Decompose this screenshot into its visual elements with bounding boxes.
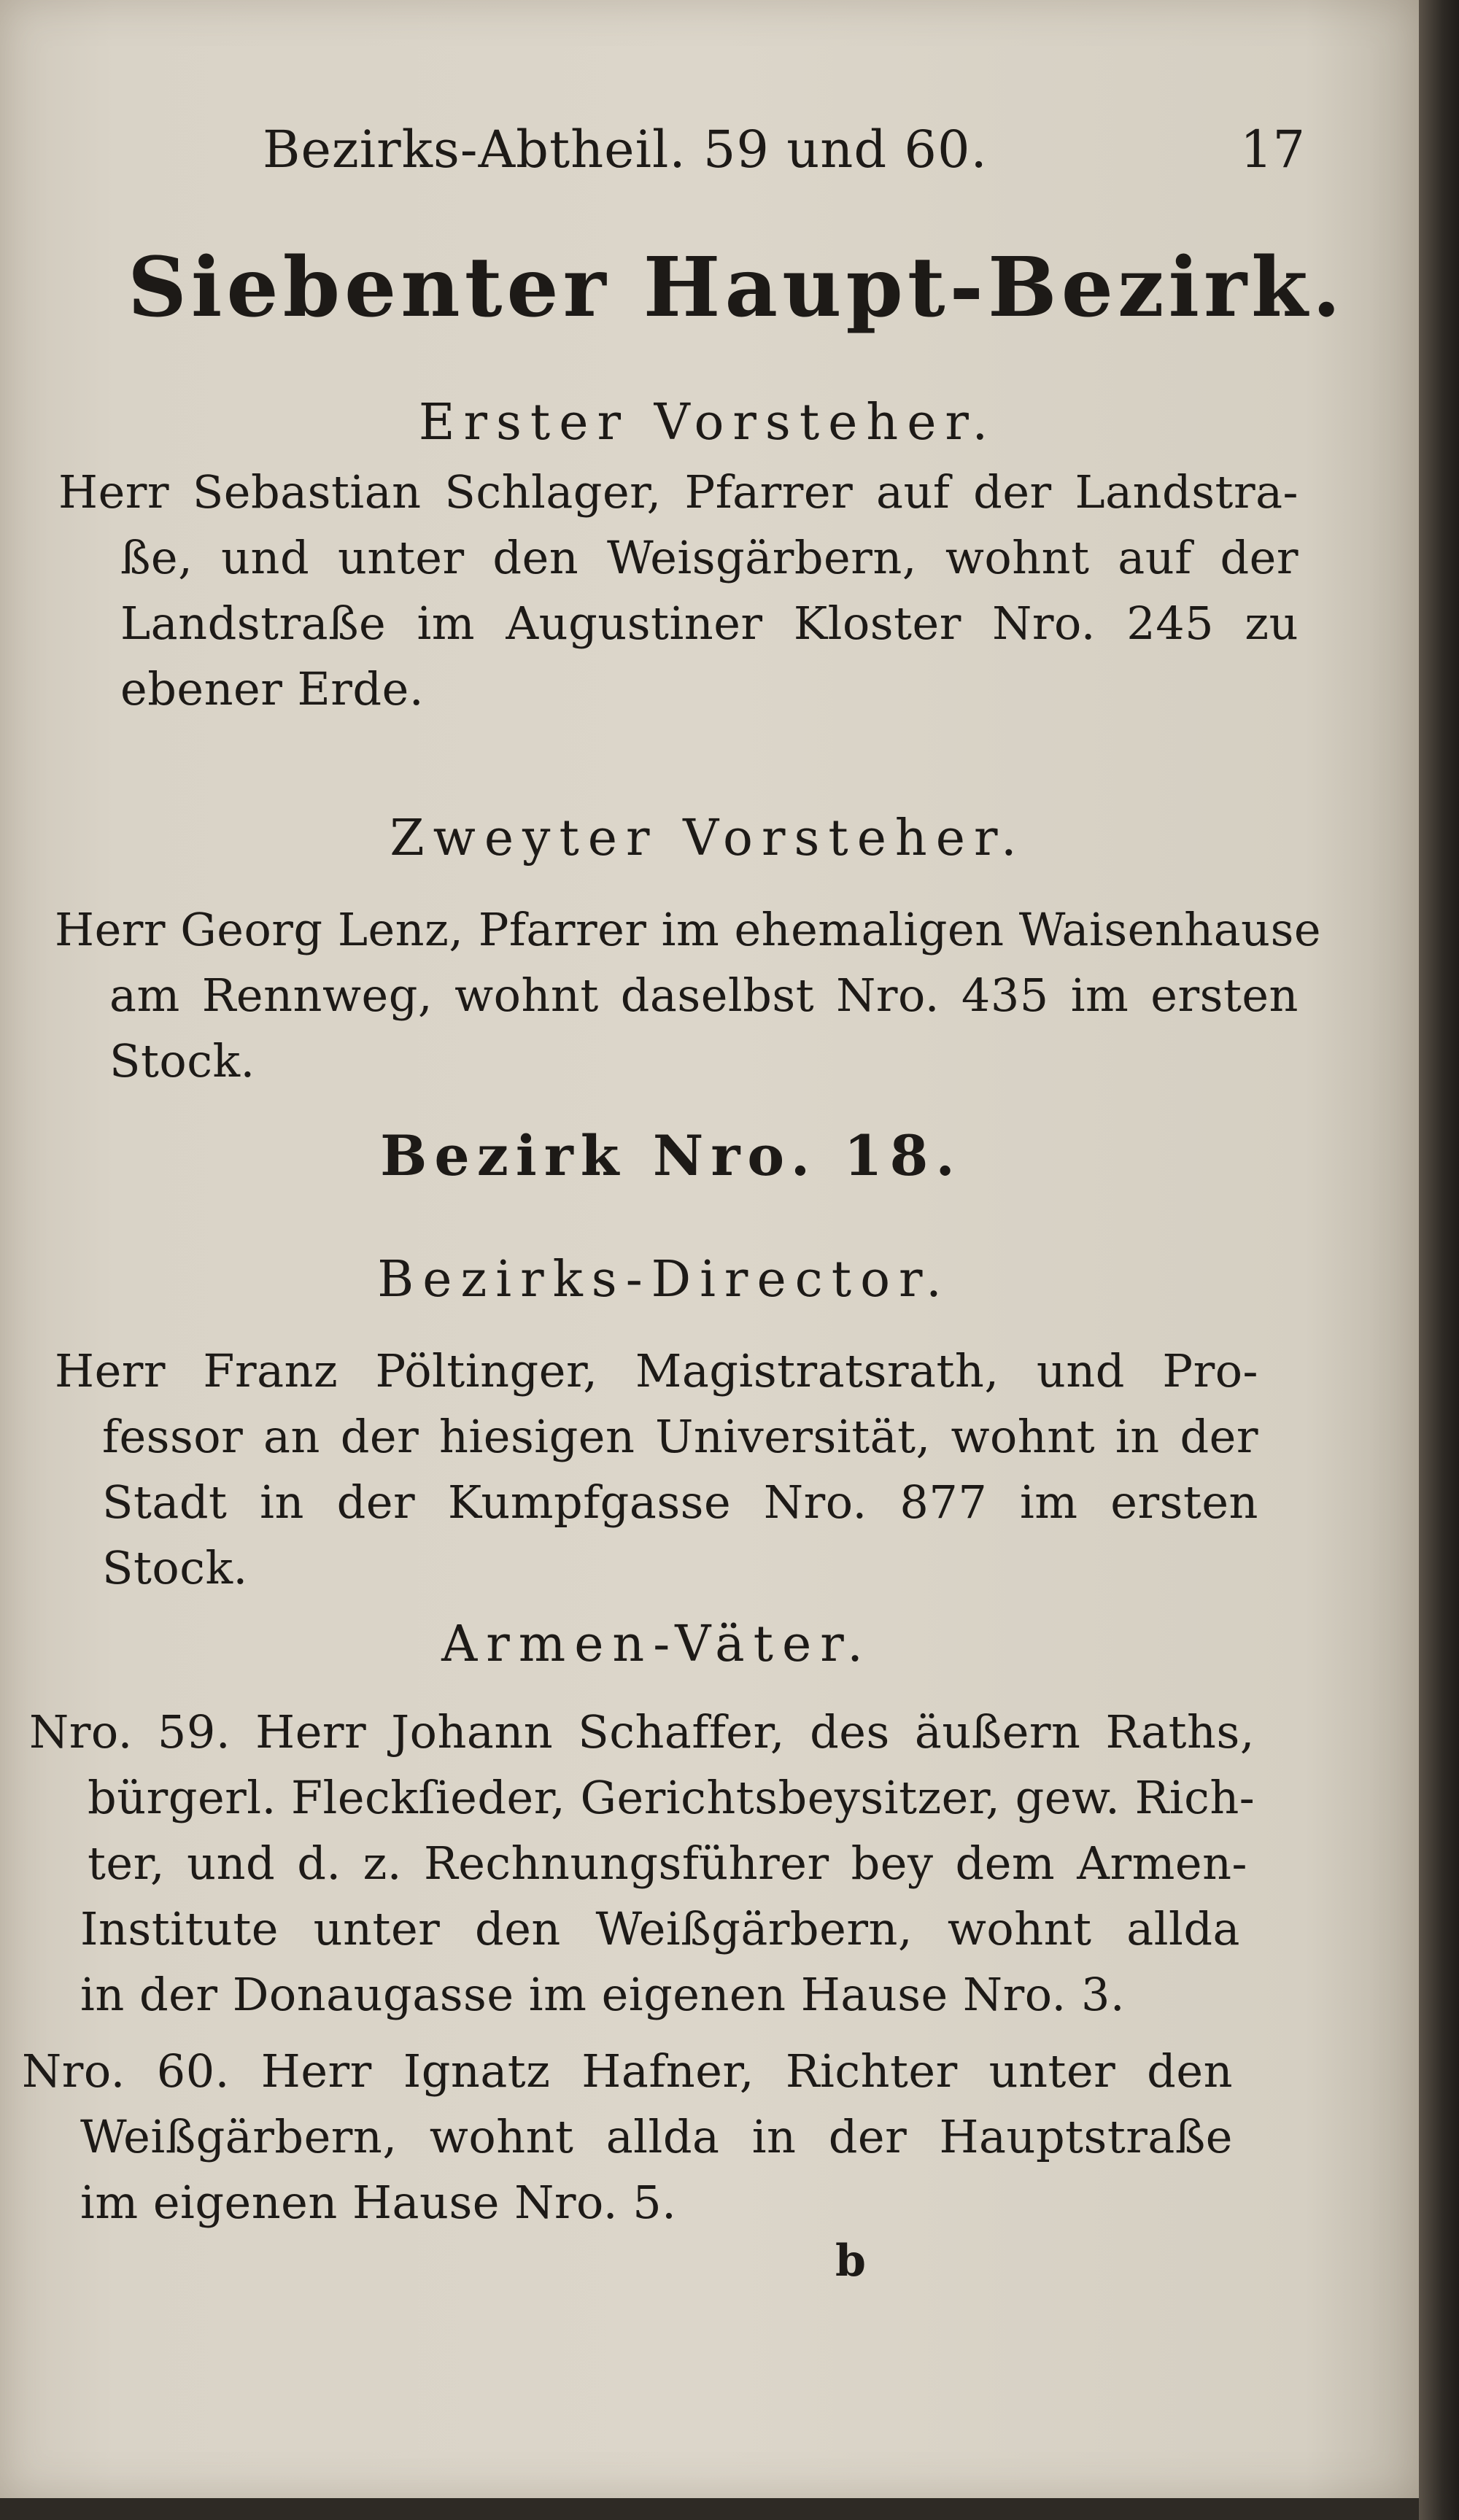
paragraph-line: bürgerl. Fleckſieder, Gerichtsbeysitzer, gew. Rich- [88, 1771, 1255, 1824]
paragraph-line: Weißgärbern, wohnt allda in der Hauptstraße [80, 2110, 1233, 2163]
paragraph-line: Stock. [109, 1034, 255, 1088]
paragraph-line: Landstraße im Augustiner Kloster Nro. 245 zu [120, 597, 1299, 650]
page-number: 17 [1240, 120, 1306, 179]
paragraph-line: ter, und d. z. Rechnungsführer bey dem Armen- [88, 1837, 1247, 1890]
section-heading-bezirks-director: Bezirks-Director. [377, 1251, 951, 1309]
paragraph-line: Herr Franz Pöltinger, Magistratsrath, und Pro- [55, 1344, 1258, 1397]
paragraph-line: am Rennweg, wohnt daselbst Nro. 435 im ersten [109, 969, 1299, 1022]
paragraph-line: ebener Erde. [120, 662, 425, 716]
page-edge [1419, 0, 1459, 2520]
paragraph-line: im eigenen Hause Nro. 5. [80, 2176, 677, 2229]
paragraph-line: Herr Georg Lenz, Pfarrer im ehemaligen Waisenhause [55, 903, 1322, 956]
paragraph-line: Nro. 60. Herr Ignatz Hafner, Richter unter den [22, 2044, 1233, 2098]
paragraph-line: ße, und unter den Weisgärbern, wohnt auf der [120, 531, 1299, 584]
paragraph-line: in der Donaugasse im eigenen Hause Nro. 3. [80, 1968, 1126, 2021]
section-heading-erster-vorsteher: Erster Vorsteher. [418, 394, 997, 451]
paragraph-line: Stock. [102, 1541, 248, 1594]
paragraph-line: Stadt in der Kumpfgasse Nro. 877 im ersten [102, 1476, 1258, 1529]
section-heading-armen-vaeter: Armen-Väter. [441, 1616, 872, 1673]
paragraph-line: Herr Sebastian Schlager, Pfarrer auf der Landstra- [58, 465, 1299, 519]
page-bottom-edge [0, 2498, 1419, 2520]
paragraph-line: Nro. 59. Herr Johann Schaffer, des äußern Raths, [29, 1705, 1255, 1759]
signature-mark: b [835, 2236, 866, 2287]
running-head: Bezirks-Abtheil. 59 und 60. [263, 120, 988, 179]
paragraph-line: Institute unter den Weißgärbern, wohnt allda [80, 1902, 1240, 1955]
section-heading-bezirk: Bezirk Nro. 18. [380, 1123, 962, 1188]
page-title: Siebenter Haupt-Bezirk. [128, 240, 1345, 336]
section-heading-zweyter-vorsteher: Zweyter Vorsteher. [390, 810, 1026, 867]
paragraph-line: fessor an der hiesigen Universität, wohnt in der [102, 1410, 1258, 1463]
